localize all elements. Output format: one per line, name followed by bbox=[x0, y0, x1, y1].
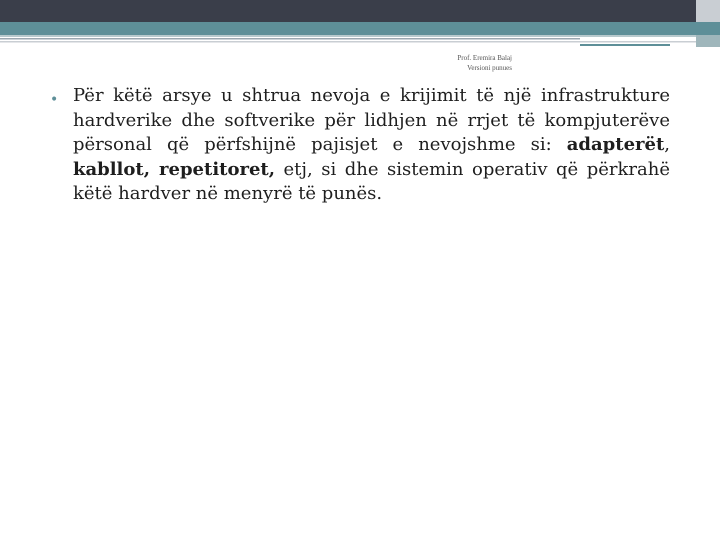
para-separator: , bbox=[664, 134, 670, 155]
slide-top-bar-dark bbox=[0, 0, 696, 22]
para-text-2: etj, si dhe sistemin operativ që përkrahë këtë hardver në menyrë të punës. bbox=[73, 158, 670, 204]
bold-term-adapteret: adapterët bbox=[566, 134, 665, 155]
slide-header-note bbox=[400, 53, 512, 73]
slide-body bbox=[50, 84, 670, 207]
bold-term-kabllot-repetitoret: kabllot, repetitoret, bbox=[73, 158, 275, 180]
slide-accent-lines bbox=[0, 35, 720, 49]
body-paragraph bbox=[73, 84, 670, 207]
slide-top-bar-corner bbox=[696, 0, 720, 22]
bullet-icon: • bbox=[50, 92, 59, 108]
author-line: Prof. Eremira Balaj bbox=[457, 54, 512, 62]
para-text-1: Për këtë arsye u shtrua nevoja e krijimit të një infrastrukture hardverike dhe softverike për lidhjen në rrjet të kompjuterëve përsonal që përfshijnë pajisjet e nevojshme si: bbox=[73, 85, 670, 155]
slide-top-bar-teal bbox=[0, 22, 720, 35]
version-line: Versioni punues bbox=[467, 64, 512, 72]
